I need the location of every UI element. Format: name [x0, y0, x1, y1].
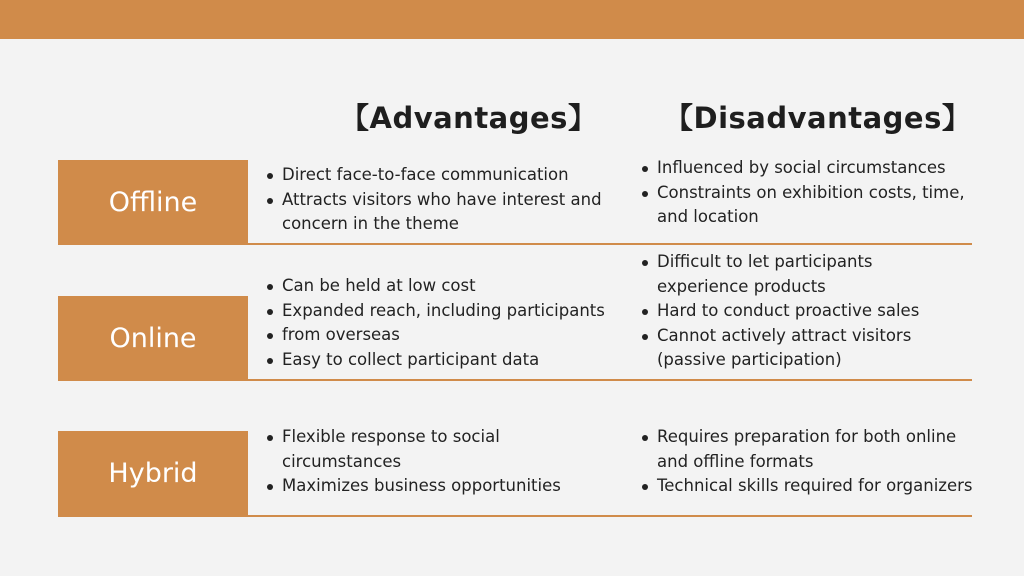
list-item: Direct face-to-face communication — [264, 163, 602, 188]
list-item: concern in the theme — [282, 214, 459, 233]
row-online — [58, 252, 972, 382]
row-divider — [58, 515, 972, 517]
row-offline — [58, 160, 972, 246]
list-item: Easy to collect participant data — [264, 348, 605, 373]
list-item: Requires preparation for both online — [639, 425, 972, 450]
list-item: from overseas — [264, 323, 605, 348]
row-label-offline: Offline — [58, 160, 248, 244]
advantages-header: 【Advantages】 — [340, 101, 598, 135]
list-item: Hard to conduct proactive sales — [639, 299, 919, 324]
list-item: and offline formats — [657, 451, 814, 471]
disadvantages-list-offline — [639, 156, 965, 230]
advantages-list-online — [264, 274, 605, 372]
list-item: (passive participation) — [657, 350, 842, 369]
advantages-list-offline — [264, 163, 602, 237]
list-item: and location — [657, 207, 759, 226]
advantages-list-hybrid — [264, 425, 561, 499]
list-item: Attracts visitors who have interest and — [264, 188, 602, 213]
list-item: Flexible response to social — [264, 425, 561, 450]
disadvantages-header: 【Disadvantages】 — [664, 101, 972, 135]
list-item: Expanded reach, including participants — [264, 299, 605, 324]
disadvantages-list-hybrid — [639, 425, 972, 499]
row-hybrid — [58, 427, 973, 521]
list-item: Difficult to let participants — [639, 250, 919, 275]
list-item: Constraints on exhibition costs, time, — [639, 181, 965, 206]
list-item: experience products — [657, 276, 826, 296]
top-accent-bar — [0, 0, 1024, 39]
row-divider — [58, 243, 972, 245]
row-divider — [58, 379, 972, 381]
disadvantages-list-online — [639, 250, 919, 373]
list-item: circumstances — [282, 451, 402, 471]
list-item: Maximizes business opportunities — [264, 474, 561, 499]
list-item: Influenced by social circumstances — [639, 156, 965, 181]
row-label-online: Online — [58, 296, 248, 380]
list-item: Can be held at low cost — [264, 274, 605, 299]
list-item: Technical skills required for organizers — [639, 474, 972, 499]
row-label-hybrid: Hybrid — [58, 431, 248, 515]
list-item: Cannot actively attract visitors — [639, 324, 919, 349]
